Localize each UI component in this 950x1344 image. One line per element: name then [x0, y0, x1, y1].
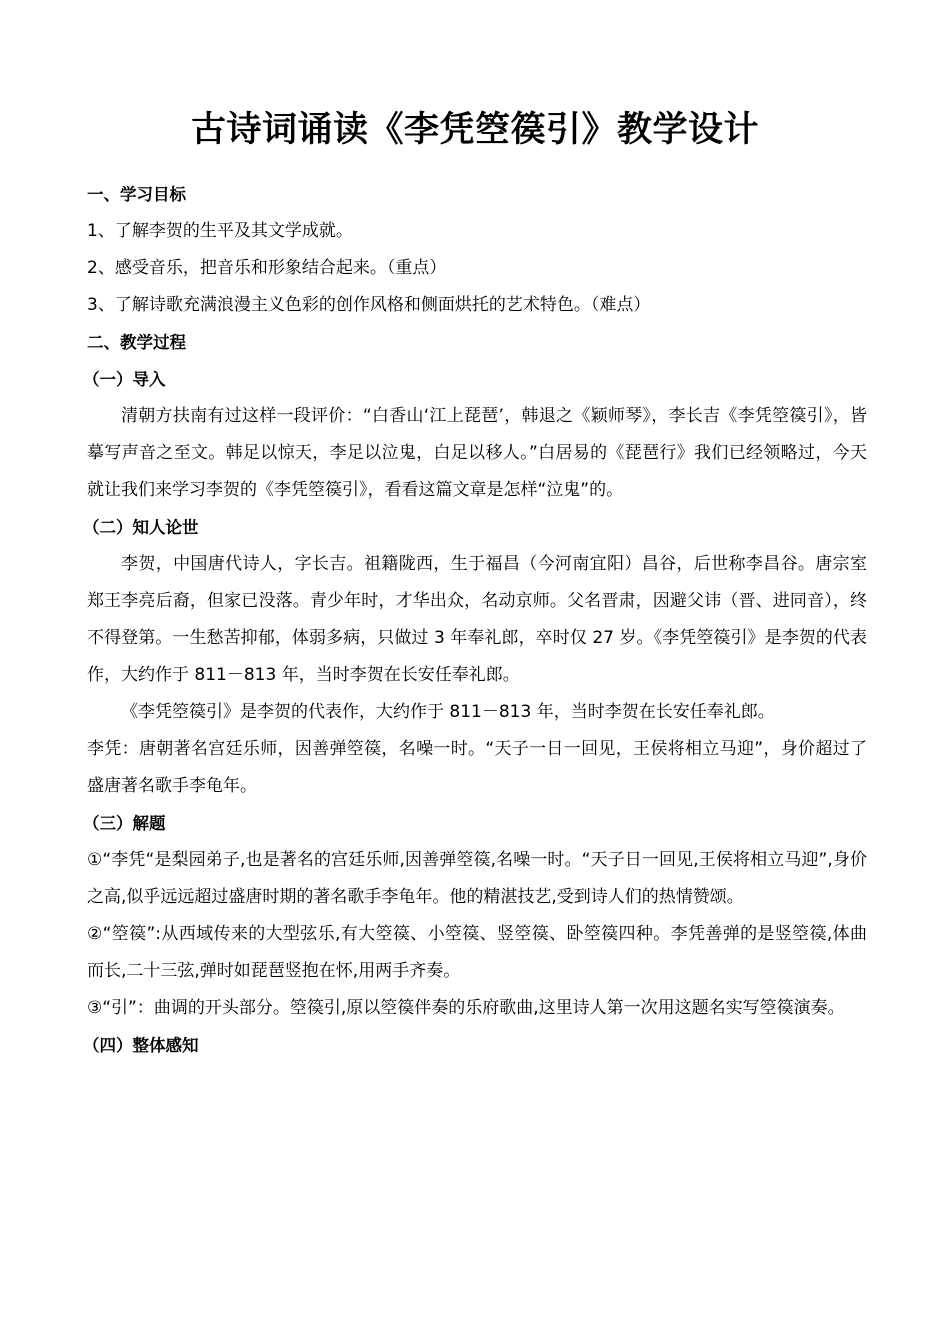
explain-item: ③“引”：曲调的开头部分。箜篌引,原以箜篌伴奏的乐府歌曲,这里诗人第一次用这题名实写箜篌演奏。	[87, 998, 845, 1018]
section-heading-process: 二、教学过程	[87, 333, 186, 352]
objective-item: 3、了解诗歌充满浪漫主义色彩的创作风格和侧面烘托的艺术特色。（难点）	[87, 295, 651, 315]
subsection-heading-intro: （一）导入	[83, 370, 166, 389]
objective-item: 1、了解李贺的生平及其文学成就。	[87, 221, 353, 241]
document-body	[83, 176, 867, 1064]
intro-paragraph: 清朝方扶南有过这样一段评价：“白香山‘江上琵琶’，韩退之《颖师琴》，李长吉《李凭箜篌引》，皆摹写声音之至文。韩足以惊天，李足以泣鬼，白足以移人。”白居易的《琵琶行》我们已经领略过，今天就让我们来学习李贺的《李凭箜篌引》，看看这篇文章是怎样“泣鬼”的。	[87, 406, 867, 500]
explain-item: ①“李凭“是梨园弟子,也是著名的宫廷乐师,因善弹箜篌,名噪一时。“天子日一回见,王侯将相立马迎”,身价之高,似乎远远超过盛唐时期的著名歌手李龟年。他的精湛技艺,受到诗人们的热情赞颂。	[87, 850, 867, 907]
author-paragraph-2: 《李凭箜篌引》是李贺的代表作，大约作于 811－813 年，当时李贺在长安任奉礼郎。	[121, 702, 775, 722]
subsection-heading-author: （二）知人论世	[83, 518, 199, 537]
section-heading-objectives: 一、学习目标	[87, 185, 186, 204]
subsection-heading-explain: （三）解题	[83, 814, 166, 833]
author-paragraph: 李贺，中国唐代诗人，字长吉。祖籍陇西，生于福昌（今河南宜阳）昌谷，后世称李昌谷。唐宗室郑王李亮后裔，但家已没落。青少年时，才华出众，名动京师。父名晋肃，因避父讳（晋、进同音），终不得登第。一生愁苦抑郁，体弱多病，只做过 3 年奉礼郎，卒时仅 27 岁。《李凭箜篌引》是李贺的代表作，大约作于 811－813 年，当时李贺在长安任奉礼郎。	[87, 554, 867, 685]
explain-item: ②“箜篌”:从西域传来的大型弦乐,有大箜篌、小箜篌、竖箜篌、卧箜篌四种。李凭善弹的是竖箜篌,体曲而长,二十三弦,弹时如琵琶竖抱在怀,用两手齐奏。	[87, 924, 867, 981]
objective-item: 2、感受音乐，把音乐和形象结合起来。（重点）	[87, 258, 447, 278]
document-title: 古诗词诵读《李凭箜篌引》教学设计	[190, 110, 759, 150]
li-ping-paragraph: 李凭：唐朝著名宫廷乐师，因善弹箜篌，名噪一时。“天子一日一回见，王侯将相立马迎”，身价超过了盛唐著名歌手李龟年。	[87, 739, 867, 796]
subsection-heading-overall: （四）整体感知	[83, 1036, 199, 1055]
